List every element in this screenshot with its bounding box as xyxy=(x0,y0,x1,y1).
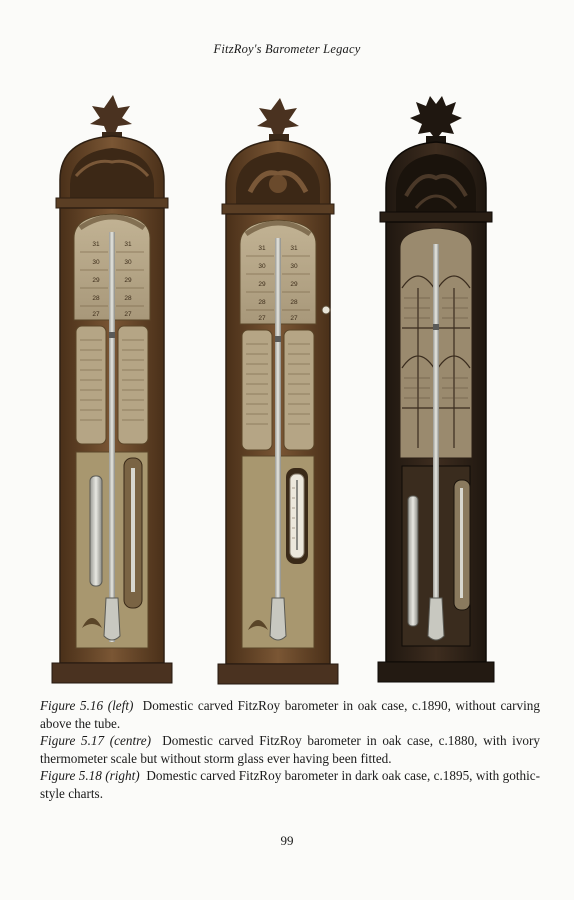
caption-text: Domestic carved FitzRoy barometer in oak case, c.1880, with ivory thermometer scale but without storm glass ever having been fitted. xyxy=(40,733,541,766)
caption-figure-5-16 xyxy=(40,697,540,732)
svg-text:27: 27 xyxy=(92,311,100,318)
svg-text:30: 30 xyxy=(92,259,100,266)
svg-text:29: 29 xyxy=(258,281,266,288)
caption-label: Figure 5.16 (left) xyxy=(40,698,134,713)
svg-text:31: 31 xyxy=(124,241,132,248)
figure-barometers xyxy=(40,88,536,688)
barometer-centre xyxy=(218,98,338,684)
svg-text:27: 27 xyxy=(124,311,132,318)
figure-captions xyxy=(40,697,540,802)
svg-text:28: 28 xyxy=(92,295,100,302)
caption-text: Domestic carved FitzRoy barometer in oak case, c.1890, without carving above the tube. xyxy=(40,698,540,731)
svg-text:28: 28 xyxy=(258,299,266,306)
svg-text:28: 28 xyxy=(124,295,132,302)
svg-text:29: 29 xyxy=(124,277,132,284)
barometer-right xyxy=(378,96,494,682)
caption-figure-5-17 xyxy=(40,732,540,767)
svg-text:28: 28 xyxy=(290,299,298,306)
caption-figure-5-18 xyxy=(40,767,540,802)
svg-text:29: 29 xyxy=(92,277,100,284)
svg-text:30: 30 xyxy=(290,263,298,270)
svg-text:31: 31 xyxy=(92,241,100,248)
svg-text:30: 30 xyxy=(258,263,266,270)
running-head: FitzRoy's Barometer Legacy xyxy=(213,42,361,56)
barometer-left xyxy=(52,95,172,683)
svg-text:30: 30 xyxy=(124,259,132,266)
svg-text:31: 31 xyxy=(290,245,298,252)
page-number: 99 xyxy=(280,833,294,848)
svg-text:27: 27 xyxy=(258,315,266,322)
svg-text:27: 27 xyxy=(290,315,298,322)
caption-text: Domestic carved FitzRoy barometer in dark oak case, c.1895, with gothic-style charts. xyxy=(40,768,540,801)
svg-text:29: 29 xyxy=(290,281,298,288)
caption-label: Figure 5.18 (right) xyxy=(40,768,140,783)
caption-label: Figure 5.17 (centre) xyxy=(40,733,151,748)
svg-text:31: 31 xyxy=(258,245,266,252)
barometer-photograph xyxy=(40,88,536,688)
